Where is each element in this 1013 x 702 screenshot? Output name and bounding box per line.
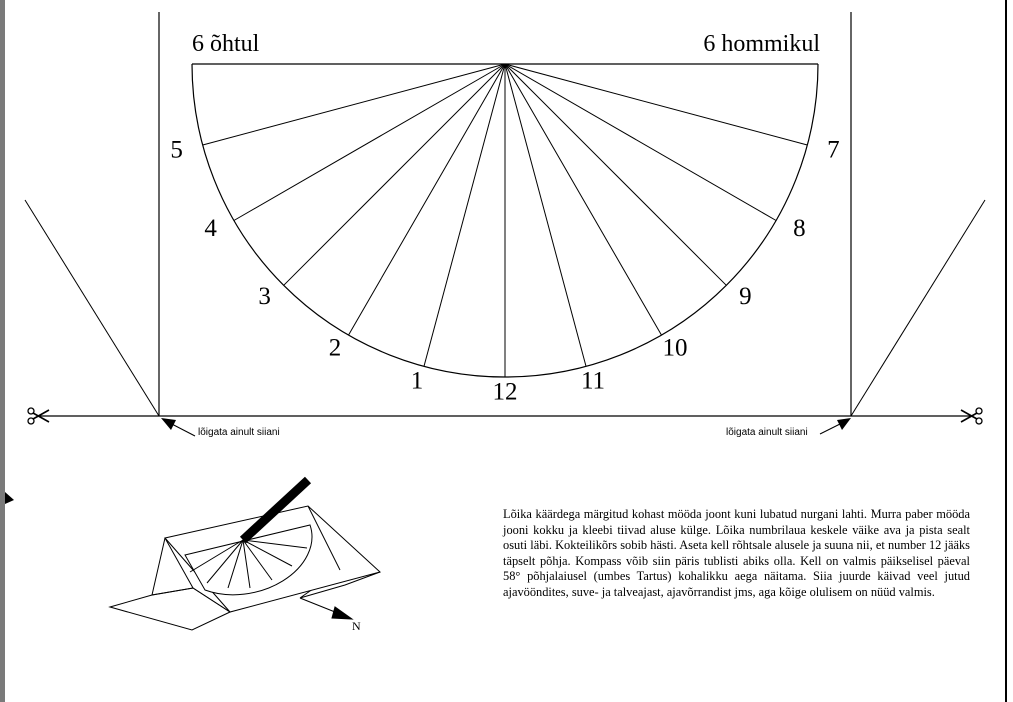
instructions-text: Lõika käärdega märgitud kohast mööda joont kuni lubatud nurgani lahti. Murra paber mööda jooni kokku ja kleebi tiivad aluse külge. Lõika numbrilaua keskele väike ava ja pista sealt osuti läbi. Kokteilikõrs sobib hästi. Aseta kell rõhtsale alusele ja suuna nii, et number 12 jääks täpselt põhja. Kompass võib siin päris tublisti abiks olla. Kell on valmis päikselisel päeval 58° põhjalaiusel (umbes Tartus) kohalikku aega näitama. Siia juurde käivad veel jutud ajavööndites, suve- ja talveajast, ajavõrrandist jms, aga kõige olulisem on nüüd valmis. (503, 507, 970, 599)
cut-limit-arrow-right (820, 418, 851, 434)
wing-line-left (25, 200, 159, 416)
hour-label-3: 3 (258, 282, 271, 310)
assembled-sundial-illustration (110, 480, 380, 630)
hour-line-11 (505, 64, 586, 366)
hour-label-9: 9 (739, 282, 752, 310)
hour-lines (203, 64, 808, 377)
north-label: N (352, 619, 361, 633)
hour-label-8: 8 (793, 215, 806, 243)
hour-line-5 (203, 64, 505, 145)
hour-line-2 (349, 64, 506, 335)
hour-line-8 (505, 64, 776, 221)
cut-label-left: lõigata ainult siiani (198, 427, 280, 438)
label-morning: 6 hommikul (703, 31, 820, 57)
cut-label-right: lõigata ainult siiani (726, 427, 808, 438)
hour-line-7 (505, 64, 807, 145)
hour-line-10 (505, 64, 662, 335)
hour-line-3 (284, 64, 505, 285)
hour-label-4: 4 (204, 215, 217, 243)
label-evening: 6 õhtul (192, 31, 260, 57)
hour-label-2: 2 (328, 334, 342, 362)
hour-label-11: 11 (580, 367, 606, 395)
hour-line-4 (234, 64, 505, 221)
hour-label-5: 5 (170, 136, 183, 164)
hour-label-10: 10 (662, 334, 688, 362)
hour-label-12: 12 (492, 378, 518, 406)
hour-line-9 (505, 64, 726, 285)
cut-limit-arrow-left (161, 418, 195, 436)
edge-mark (5, 492, 14, 504)
wing-line-right (851, 200, 985, 416)
hour-label-1: 1 (410, 367, 424, 395)
hour-label-7: 7 (827, 136, 840, 164)
hour-line-1 (424, 64, 505, 366)
